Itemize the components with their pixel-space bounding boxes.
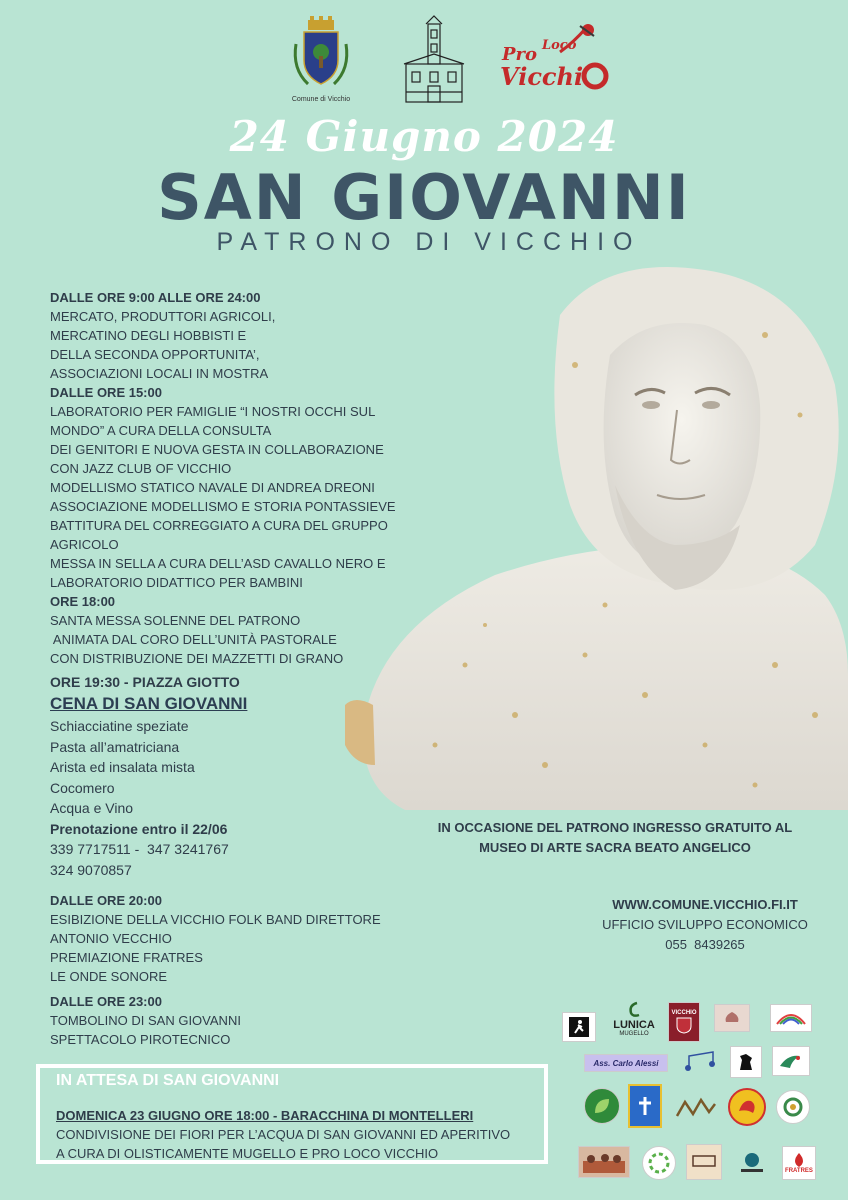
lunica-sub-text: MUGELLO bbox=[619, 1031, 649, 1037]
bird-icon bbox=[778, 1050, 804, 1072]
block2-line: DEI GENITORI E NUOVA GESTA IN COLLABORAZIONE bbox=[50, 442, 384, 457]
vicchio-club-text: VICCHIO bbox=[671, 1010, 697, 1016]
bell-tower-icon bbox=[402, 14, 466, 106]
block1-line: MERCATO, PRODUTTORI AGRICOLI, bbox=[50, 309, 276, 324]
lunica-icon bbox=[627, 1001, 641, 1019]
fratres-text: FRATRES bbox=[785, 1168, 813, 1174]
leaf-icon bbox=[591, 1095, 613, 1117]
block5-line: TOMBOLINO DI SAN GIOVANNI bbox=[50, 1013, 241, 1028]
sponsor-logo-16 bbox=[642, 1146, 676, 1180]
block4-line: PREMIAZIONE FRATRES bbox=[50, 950, 203, 965]
program-evening bbox=[50, 891, 570, 1049]
sponsor-logo-17 bbox=[686, 1144, 722, 1180]
block2-line: MESSA IN SELLA A CURA DELL’ASD CAVALLO NERO E bbox=[50, 556, 386, 571]
sponsor-logo-12 bbox=[672, 1094, 720, 1122]
dragon-icon bbox=[735, 1095, 759, 1119]
pro-loco-vicchio-logo bbox=[492, 14, 622, 106]
in-attesa-line: CONDIVISIONE DEI FIORI PER L’ACQUA DI SAN GIOVANNI ED APERITIVO bbox=[56, 1127, 511, 1142]
comune-crest-logo bbox=[288, 14, 354, 106]
main-title: SAN GIOVANNI bbox=[157, 161, 691, 234]
block1-line: DELLA SECONDA OPPORTUNITA’, bbox=[50, 347, 260, 362]
tower-drawing-logo bbox=[402, 14, 466, 106]
menu-item: Acqua e Vino bbox=[50, 800, 134, 816]
block1-line: MERCATINO DEGLI HOBBISTI E bbox=[50, 328, 247, 343]
block4-line: ANTONIO VECCHIO bbox=[50, 931, 172, 946]
in-attesa-body bbox=[56, 1106, 536, 1163]
sponsor-logo-10 bbox=[584, 1088, 620, 1124]
museum-notice bbox=[400, 818, 830, 858]
sponsor-logo-5 bbox=[770, 1004, 812, 1032]
sponsor-logo-fratres bbox=[782, 1146, 816, 1180]
booking-phone: 324 9070857 bbox=[50, 861, 132, 878]
block1-heading: DALLE ORE 9:00 ALLE ORE 24:00 bbox=[50, 290, 261, 305]
sign-icon bbox=[691, 1152, 717, 1172]
sponsor-logo-15 bbox=[578, 1146, 630, 1178]
horse-icon bbox=[734, 1050, 758, 1074]
sponsor-logo-7 bbox=[682, 1048, 722, 1076]
sub-title: PATRONO DI VICCHIO bbox=[216, 228, 642, 256]
crest-icon bbox=[288, 14, 354, 94]
music-note-icon bbox=[683, 1050, 721, 1074]
program-morning bbox=[50, 288, 570, 668]
sponsor-logo-runner bbox=[562, 1012, 596, 1042]
block2-heading: DALLE ORE 15:00 bbox=[50, 385, 162, 400]
cena-section bbox=[50, 672, 410, 880]
sponsor-logo-4 bbox=[714, 1004, 750, 1032]
block3-line: CON DISTRIBUZIONE DEI MAZZETTI DI GRANO bbox=[50, 651, 344, 666]
in-attesa-box bbox=[36, 1064, 548, 1164]
sponsor-logo-11 bbox=[628, 1084, 662, 1128]
block2-line: AGRICOLO bbox=[50, 537, 119, 552]
menu-item: Arista ed insalata mista bbox=[50, 759, 195, 775]
office-name: UFFICIO SVILUPPO ECONOMICO bbox=[602, 917, 808, 932]
figures-icon bbox=[673, 1096, 719, 1120]
wreath-icon bbox=[781, 1095, 805, 1119]
block3-line: ANIMATA DAL CORO DELL’UNITÀ PASTORALE bbox=[50, 632, 337, 647]
in-attesa-line: A CURA DI OLISTICAMENTE MUGELLO E PRO LOCO VICCHIO bbox=[56, 1146, 439, 1161]
sponsor-logo-vicchio-club bbox=[668, 1002, 700, 1042]
event-date-title: 24 Giugno 2024 bbox=[229, 112, 619, 161]
cross-shield-icon bbox=[635, 1093, 655, 1119]
block2-line: ASSOCIAZIONE MODELLISMO E STORIA PONTASSIEVE bbox=[50, 499, 396, 514]
block3-line: SANTA MESSA SOLENNE DEL PATRONO bbox=[50, 613, 301, 628]
drop-icon bbox=[788, 1152, 810, 1168]
sponsor-logo-13 bbox=[728, 1088, 766, 1126]
sponsor-logo-horse bbox=[730, 1046, 762, 1078]
block2-line: BATTITURA DEL CORREGGIATO A CURA DEL GRUPPO bbox=[50, 518, 388, 533]
block5-heading: DALLE ORE 23:00 bbox=[50, 994, 162, 1009]
in-attesa-title: IN ATTESA DI SAN GIOVANNI bbox=[56, 1072, 280, 1089]
tree-icon bbox=[720, 1010, 744, 1026]
booking-phone: 339 7717511 - 347 3241767 bbox=[50, 841, 229, 857]
museum-line: MUSEO DI ARTE SACRA BEATO ANGELICO bbox=[479, 840, 751, 855]
red-ring-icon bbox=[580, 60, 610, 92]
block5-line: SPETTACOLO PIROTECNICO bbox=[50, 1032, 231, 1047]
block2-line: LABORATORIO DIDATTICO PER BAMBINI bbox=[50, 575, 303, 590]
block4-heading: DALLE ORE 20:00 bbox=[50, 893, 162, 908]
sponsor-logo-9 bbox=[772, 1046, 810, 1076]
proloco-vicchio-text: Vicchi bbox=[500, 62, 584, 91]
block2-line: MODELLISMO STATICO NAVALE DI ANDREA DREONI bbox=[50, 480, 375, 495]
museum-line: IN OCCASIONE DEL PATRONO INGRESSO GRATUITO AL bbox=[437, 820, 793, 835]
sponsor-logo-carlo-alessi: Ass. Carlo Alessi bbox=[584, 1054, 668, 1072]
menu-item: Cocomero bbox=[50, 779, 115, 796]
crowd-icon bbox=[581, 1149, 627, 1175]
sponsor-logo-18 bbox=[732, 1146, 772, 1178]
lunica-text: LUNICA bbox=[613, 1019, 655, 1031]
proloco-loco-text: Loco bbox=[542, 38, 577, 53]
proloco-pro-text: Pro bbox=[502, 44, 538, 65]
booking-deadline: Prenotazione entro il 22/06 bbox=[50, 820, 228, 837]
office-phone: 055 8439265 bbox=[665, 937, 745, 952]
block3-heading: ORE 18:00 bbox=[50, 594, 116, 609]
cena-title: CENA DI SAN GIOVANNI bbox=[50, 694, 248, 713]
menu-item: Schiacciatine speziate bbox=[50, 718, 189, 734]
circle-logo-icon bbox=[737, 1149, 767, 1175]
menu-item: Pasta all’amatriciana bbox=[50, 738, 180, 755]
flower-ring-icon bbox=[646, 1150, 672, 1176]
contacts bbox=[580, 895, 830, 955]
block1-line: ASSOCIAZIONI LOCALI IN MOSTRA bbox=[50, 366, 269, 381]
block2-line: CON JAZZ CLUB OF VICCHIO bbox=[50, 461, 232, 476]
shield-icon bbox=[675, 1016, 693, 1034]
in-attesa-heading: DOMENICA 23 GIUGNO ORE 18:00 - BARACCHINA DI MONTELLERI bbox=[56, 1108, 474, 1123]
rainbow-icon bbox=[775, 1010, 807, 1026]
block4-line: LE ONDE SONORE bbox=[50, 969, 168, 984]
block2-line: LABORATORIO PER FAMIGLIE “I NOSTRI OCCHI SUL bbox=[50, 404, 376, 419]
sponsor-logo-lunica bbox=[606, 994, 662, 1044]
sponsor-logo-14 bbox=[776, 1090, 810, 1124]
website-link[interactable]: WWW.COMUNE.VICCHIO.FI.IT bbox=[612, 897, 798, 912]
block4-line: ESIBIZIONE DELLA VICCHIO FOLK BAND DIRETTORE bbox=[50, 912, 381, 927]
block2-line: MONDO” A CURA DELLA CONSULTA bbox=[50, 423, 272, 438]
cena-heading: ORE 19:30 - PIAZZA GIOTTO bbox=[50, 674, 240, 690]
crest-caption: Comune di Vicchio bbox=[291, 96, 351, 103]
runner-icon bbox=[567, 1015, 591, 1039]
